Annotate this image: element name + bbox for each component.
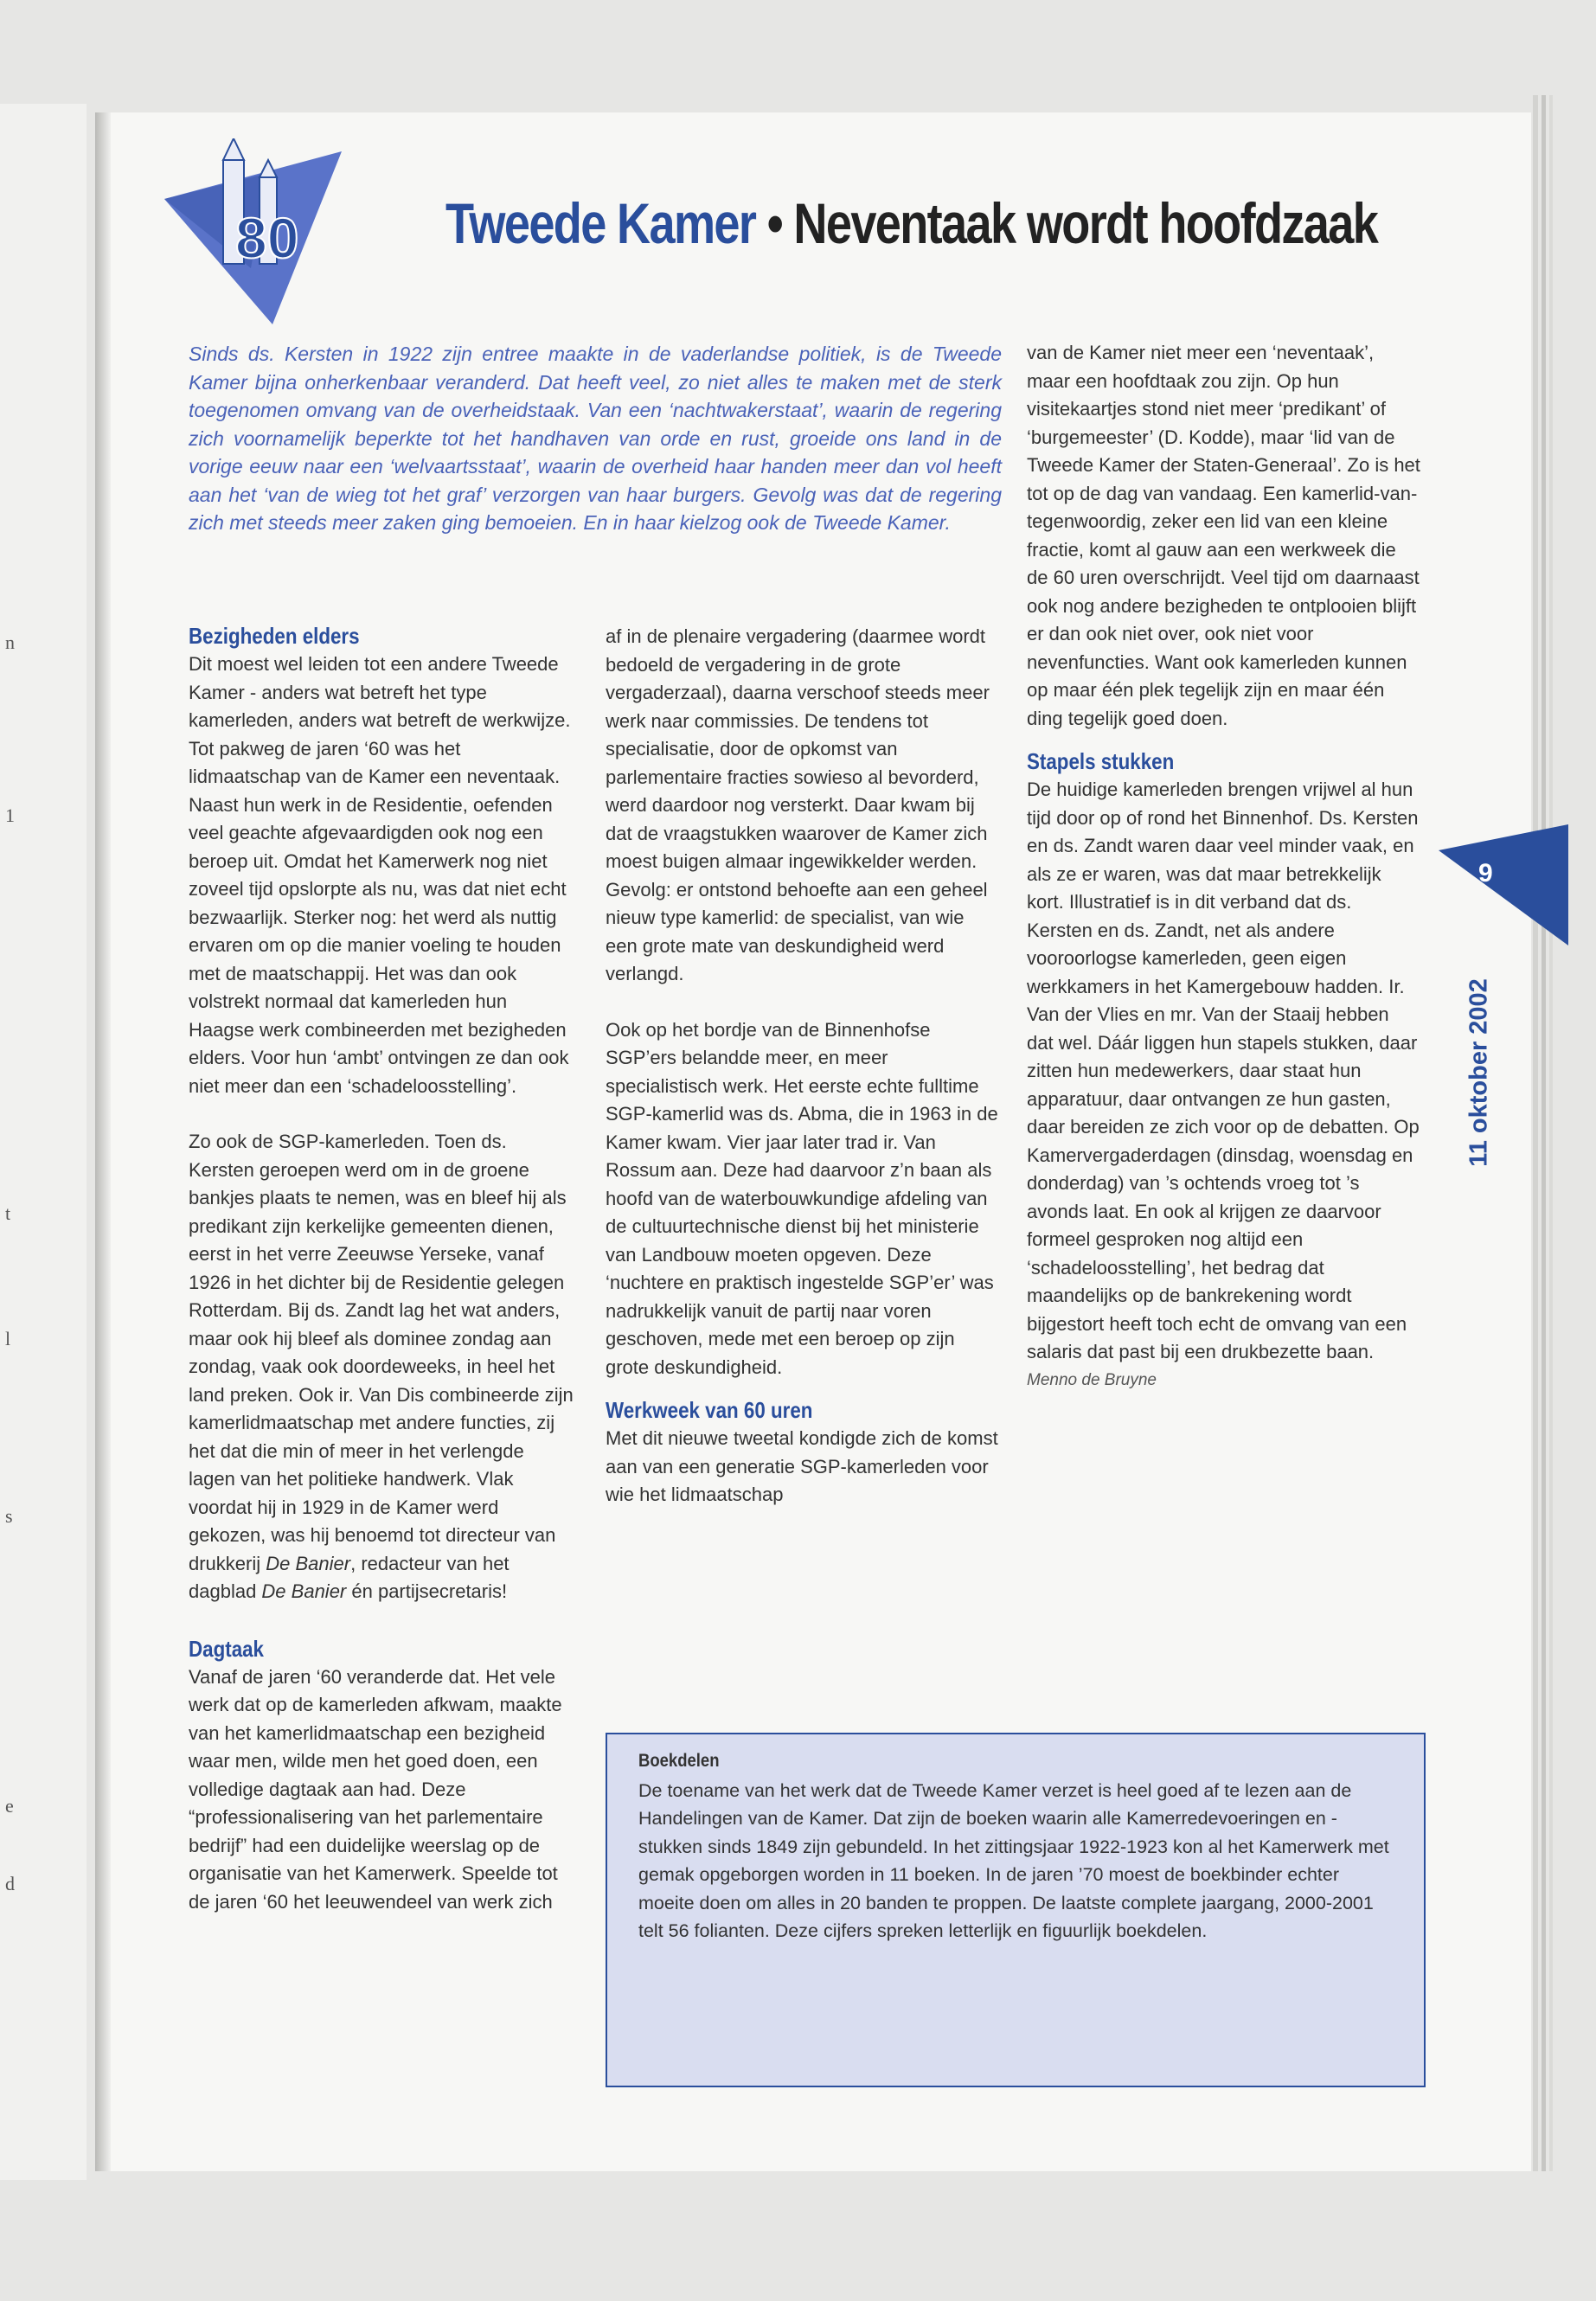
issue-date	[1436, 969, 1522, 1176]
section-heading: Bezigheden elders	[189, 623, 360, 649]
column-1	[189, 621, 574, 1916]
logo-tower-roof	[260, 160, 277, 177]
section-heading: Dagtaak	[189, 1635, 264, 1662]
author-signature: Menno de Bruyne	[1027, 1370, 1157, 1389]
page-edge	[1533, 95, 1538, 2171]
text-run: , redacteur van het dagblad	[189, 1552, 510, 1602]
body-paragraph: De huidige kamerleden brengen vrijwel al hun tijd door op of rond het Binnenhof. Ds. Kersten en ds. Zandt waren daar veel minder vaak, en als ze er waren, was dat maar betrekkelijk kort. Illustratief is in dit verband dat ds. Kersten en ds. Zandt, net als andere vooroorlogse kamerleden, geen eigen werkkamers in het Kamergebouw hadden. Ir. Van der Vlies en mr. Van der Staaij hebben dat wel. Dáár liggen hun stapels stukken, daar zitten hun medewerkers, daar staat hun apparatuur, daar ontvangen ze hun gasten, daar bereiden ze zich voor op de debatten. Op Kamervergaderdagen (dinsdag, woensdag en donderdag) van ’s ochtends vroeg tot ’s avonds laat. En ook al krijgen ze daarvoor formeel gesproken nog altijd een ‘schadeloosstelling’, het bedrag dat maandelijks op de bankrekening wordt bijgestort heeft toch echt de omvang van een salaris dat past bij een drukbezette baan.	[1027, 779, 1420, 1362]
margin-letter: 1	[5, 804, 15, 826]
box-heading: Boekdelen	[638, 1750, 720, 1771]
text-run: Zo ook de SGP-kamerleden. Toen ds. Kersten geroepen werd om in de groene bankjes plaats te nemen, was en bleef hij als predikant zijn kerkelijke gemeenten dienen, eerst in het verre Zeeuwse Yerseke, vanaf 1926 in het dichter bij de Residentie gelegen Rotterdam. Bij ds. Zandt lag het wat anders, maar ook hij bleef als dominee zondag aan zondag, vaak ook doordeweeks, in heel het land preken. Ook ir. Van Dis combineerde zijn kamerlidmaatschap met andere functies, zij het dat die min of meer in het verlengde lagen van het politieke handwerk. Vlak voordat hij in 1929 in de Kamer werd gekozen, was hij benoemd tot directeur van drukkerij	[189, 1131, 574, 1574]
title-bullet: •	[766, 191, 783, 255]
body-paragraph: Ook op het bordje van de Binnenhofse SGP’ers belandde meer, en meer specialistisch werk. Het eerste echte fulltime SGP-kamerlid was ds. Abma, die in 1963 in de Kamer kwam. Vier jaar later trad ir. Van Rossum aan. Deze had daarvoor z’n baan als hoofd van de waterbouwkundige afdeling van de cultuurtechnische dienst bij het ministerie van Landbouw moeten opgeven. Deze ‘nuchtere en praktisch ingestelde SGP’er’ was nadrukkelijk vanuit de partij naar voren geschoven, mede met een beroep op zijn grote deskundigheid.	[606, 1018, 998, 1378]
margin-letter: n	[5, 631, 15, 653]
column-2	[606, 623, 999, 1509]
title-part-2: Neventaak wordt hoofdzaak	[793, 191, 1378, 255]
body-paragraph	[189, 1128, 574, 1606]
issue-date-text: 11 oktober 2002	[1465, 978, 1493, 1167]
page-spine	[95, 112, 111, 2171]
margin-letter: t	[5, 1202, 11, 1224]
box-text: De toename van het werk dat de Tweede Kamer verzet is heel goed af te lezen aan de Handelingen van de Kamer. Dat zijn de boeken waarin alle Kamerredevoeringen en -stukken sinds 1849 zijn gebundeld. In het zittingsjaar 1922-1923 kon al het Kamerwerk met gemak opgeborgen worden in 11 boeken. In de jaren ’70 moest de boekbinder echter moeite doen om alles in 20 banden te proppen. De laatste complete jaargang, 2000-2001 telt 56 folianten. Deze cijfers spreken letterlijk en figuurlijk boekdelen.	[638, 1779, 1389, 1941]
logo-tower-roof	[223, 138, 244, 160]
body-paragraph: Met dit nieuwe tweetal kondigde zich de komst aan van een generatie SGP-kamerleden voor wie het lidmaatschap	[606, 1427, 998, 1505]
margin-letter: d	[5, 1873, 15, 1894]
logo-number: 80	[235, 206, 299, 270]
section-heading: Werkweek van 60 uren	[606, 1397, 813, 1423]
margin-letter: l	[5, 1328, 11, 1349]
intro-paragraph: Sinds ds. Kersten in 1922 zijn entree maakte in de vaderlandse politiek, is de Tweede Kamer bijna onherkenbaar veranderd. Dat heeft veel, zo niet alles te maken met de sterk toegenomen omvang van de overheidstaak. Van een ‘nachtwakerstaat’, waarin de regering zich voornamelijk beperkte tot het handhaven van orde en rust, groeide ons land in de vorige eeuw naar een ‘welvaartsstaat’, waarin de overheid haar handen meer dan vol heeft aan het ‘van de wieg tot het graf’ verzorgen van haar burgers. Gevolg was dat de regering zich met steeds meer zaken ging bemoeien. En in haar kielzog ook de Tweede Kamer.	[189, 343, 1002, 534]
page-edge	[1549, 95, 1553, 2171]
article-title	[445, 190, 1377, 256]
column-3	[1027, 339, 1420, 1394]
page-tab-triangle	[1439, 824, 1568, 945]
margin-letter: s	[5, 1505, 13, 1527]
boekdelen-box	[606, 1733, 1426, 2087]
text-run: én partijsecretaris!	[346, 1580, 508, 1602]
body-paragraph: van de Kamer niet meer een ‘neventaak’, maar een hoofdtaak zou zijn. Op hun visitekaartjes stond niet meer ‘predikant’ of ‘burgemeester’ (D. Kodde), maar ‘lid van de Tweede Kamer der Staten-Generaal’. Zo is het tot op de dag van vandaag. Een kamerlid-van-tegenwoordig, zeker een lid van een kleine fractie, komt al gauw aan een werkweek die de 60 uren overschrijdt. Veel tijd om daarnaast ook nog andere bezigheden te ontplooien blijft er dan ook niet over, ook niet voor nevenfuncties. Want ook kamerleden kunnen op maar één plek tegelijk zijn en maar één ding tegelijk goed doen.	[1027, 342, 1420, 729]
page-number-tab	[1439, 824, 1568, 945]
newspaper-name: De Banier	[261, 1580, 347, 1602]
page-number: 9	[1478, 859, 1493, 888]
anniversary-80-logo	[156, 138, 355, 329]
newspaper-name: De Banier	[266, 1552, 351, 1574]
page-edge	[1542, 95, 1546, 2171]
body-paragraph: Vanaf de jaren ‘60 veranderde dat. Het vele werk dat op de kamerleden afkwam, maakte van het kamerlidmaatschap een bezigheid waar men, wilde men het goed doen, een volledige dagtaak aan had. Deze “professionalisering van het parlementaire bedrijf” had een duidelijke weerslag op de organisatie van het Kamerwerk. Speelde tot de jaren ‘60 het leeuwendeel van werk zich	[189, 1665, 562, 1913]
body-paragraph: af in de plenaire vergadering (daarmee wordt bedoeld de vergadering in de grote vergaderzaal), daarna verschoof steeds meer werk naar commissies. De tendens tot specialisatie, door de opkomst van parlementaire fracties sowieso al bevorderd, werd daardoor nog versterkt. Daar kwam bij dat de vraagstukken waarover de Kamer zich moest buigen almaar ingewikkelder werden. Gevolg: er ontstond behoefte aan een geheel nieuw type kamerlid: de specialist, van wie een grote mate van deskundigheid werd verlangd.	[606, 625, 990, 984]
margin-letter: e	[5, 1795, 14, 1817]
body-paragraph: Dit moest wel leiden tot een andere Tweede Kamer - anders wat betreft het type kamerleden, anders wat betreft de werkwijze. Tot pakweg de jaren ‘60 was het lidmaatschap van de Kamer een neventaak. Naast hun werk in de Residentie, oefenden veel geachte afgevaardigden ook nog een beroep uit. Omdat het Kamerwerk nog niet zoveel tijd opslorpte als nu, was dat niet echt bezwaarlijk. Sterker nog: het werd als nuttig ervaren om op die manier voeling te houden met de maatschappij. Het was dan ook volstrekt normaal dat kamerleden hun Haagse werk combineerden met bezigheden elders. Voor hun ‘ambt’ ontvingen ze dan ook niet meer dan een ‘schadeloosstelling’.	[189, 653, 571, 1097]
previous-page-strip	[0, 104, 87, 2180]
section-heading: Stapels stukken	[1027, 748, 1175, 774]
title-part-1: Tweede Kamer	[445, 191, 756, 255]
